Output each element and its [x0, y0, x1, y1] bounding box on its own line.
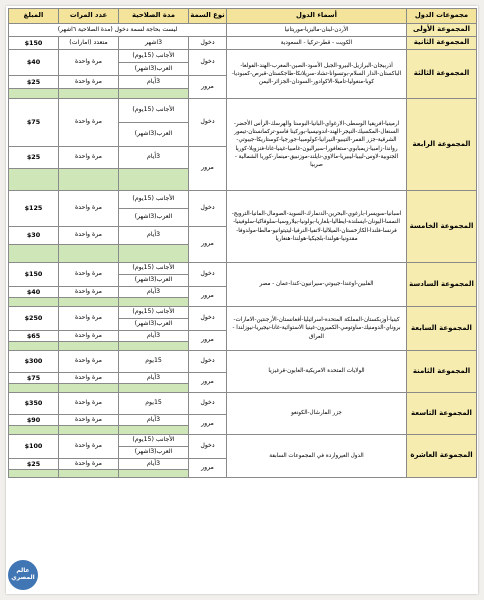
visa-type: مرور — [189, 287, 227, 307]
entries: مرة واحدة — [59, 459, 119, 470]
price: $300 — [9, 351, 59, 373]
validity — [119, 384, 189, 393]
price — [9, 342, 59, 351]
group-name: المجموعة العاشرة — [407, 435, 477, 478]
price: $75 — [9, 373, 59, 384]
entries — [59, 245, 119, 263]
price — [9, 298, 59, 307]
visa-type: مرور — [189, 373, 227, 393]
visa-type: مرور — [189, 147, 227, 191]
validity: 15يوم — [119, 351, 189, 373]
entries: مرة واحدة — [59, 263, 119, 287]
visa-type: دخول — [189, 351, 227, 373]
price: $100 — [9, 435, 59, 459]
validity: الأجانب (15يوم) — [119, 99, 189, 123]
validity: 3أيام — [119, 147, 189, 169]
group-countries: الولايات المتحدة الامريكية-الغابون-قرغيزيا — [227, 351, 407, 393]
visa-type: دخول — [189, 435, 227, 459]
validity — [119, 298, 189, 307]
visa-type: دخول — [189, 99, 227, 147]
entries — [59, 169, 119, 191]
price: $75 — [9, 99, 59, 147]
entries: مرة واحدة — [59, 287, 119, 298]
entries: مرة واحدة — [59, 99, 119, 147]
validity — [119, 169, 189, 191]
entries: مرة واحدة — [59, 76, 119, 89]
validity: العرب(3اشهر) — [119, 123, 189, 147]
price: $40 — [9, 287, 59, 298]
entries: مرة واحدة — [59, 435, 119, 459]
group-countries: جزر المارشال-الكونغو — [227, 393, 407, 435]
price: $150 — [9, 37, 59, 50]
group-countries: أذربيجان-البرازيل-البيرو-الجبل الأسود-الصين-المغرب-الهند-الفولغا-الباكستان-الدار السلام-بوتسوانا-تشاد-سريلانكا-طاجكستان-قبرص-كمبوديا-كوبا-منغوليا-تاميلا-الاكوادور-السودان-الجزائر-اليمن — [227, 50, 407, 99]
entries: مرة واحدة — [59, 331, 119, 342]
validity: العرب(3اشهر) — [119, 447, 189, 459]
price: $90 — [9, 415, 59, 426]
validity: الأجانب (15يوم) — [119, 435, 189, 447]
group-countries: الكويت - قطر-تركيا - السعودية — [227, 37, 407, 50]
group-name: المجموعة السابعة — [407, 307, 477, 351]
price: $65 — [9, 331, 59, 342]
entries — [59, 298, 119, 307]
entries — [59, 384, 119, 393]
visa-type: مرور — [189, 459, 227, 478]
validity: 3أيام — [119, 459, 189, 470]
table-row — [9, 50, 477, 63]
group-name: المجموعة الثالثة — [407, 50, 477, 99]
group-countries: اسبانيا-سويسرا-بارغوي-البحرين-الدنمارك-السويد-الصومال-المانيا-الترويج-النمسا-اليونان-ايسلندة-ايطاليا-بلغاريا-بولونيا-بيلاروسيا-سلوفاكيا-سلوفينيا-فرنسا-فلندا-الكازخستان-الميلاليا-لاتفيا-النرفيا-ليتيتوانيو-مالطا-مولدوفا-مقدونيا-هولندا-بلجيكيا-هولندا-هنغاريا — [227, 191, 407, 263]
entries — [59, 470, 119, 478]
validity — [119, 342, 189, 351]
validity: العرب(3اشهر) — [119, 63, 189, 76]
price: $125 — [9, 191, 59, 227]
visa-fee-table-sheet — [6, 6, 478, 594]
validity: 3أيام — [119, 331, 189, 342]
table-row — [9, 37, 477, 50]
entries: مرة واحدة — [59, 351, 119, 373]
entries — [59, 342, 119, 351]
validity: 3أيام — [119, 227, 189, 245]
price — [9, 384, 59, 393]
entries — [59, 89, 119, 99]
group-countries: الفلبين-اوغندا-جيبوتي-سيرانيون-كندا-عمان - مصر — [227, 263, 407, 307]
entries: مرة واحدة — [59, 373, 119, 384]
header-visa-type: نوع السمة — [189, 9, 227, 24]
validity: 3أيام — [119, 373, 189, 384]
visa-type: دخول — [189, 50, 227, 76]
header-amount: المبلغ — [9, 9, 59, 24]
price: $150 — [9, 263, 59, 287]
group-name: المجموعة الخامسة — [407, 191, 477, 263]
price: $25 — [9, 459, 59, 470]
header-entries: عدد المرات — [59, 9, 119, 24]
entries: متعدد (امارات) — [59, 37, 119, 50]
group-name: المجموعة التاسعة — [407, 393, 477, 435]
visa-type: دخول — [189, 307, 227, 331]
visa-type: مرور — [189, 227, 227, 263]
validity: الأجانب (15يوم) — [119, 307, 189, 319]
price — [9, 470, 59, 478]
group-name: المجموعة السادسة — [407, 263, 477, 307]
visa-type: مرور — [189, 331, 227, 351]
header-groups: مجموعات الدول — [407, 9, 477, 24]
validity: الأجانب (15يوم) — [119, 263, 189, 275]
validity — [119, 470, 189, 478]
visa-type: دخول — [189, 263, 227, 287]
visa-type: مرور — [189, 415, 227, 435]
group-countries: كينيا-أوزبكستان-المملكة المتحدة-اسرائيليا-أفغانستان-الأرجنتين-الامارات-بروناي-الدومنيك-ساوتومي-الكميرون-غينيا الاستوائية-غانا-نيجيريا-نيوزلندا - العراق — [227, 307, 407, 351]
group-countries: ارمينيا-افريقيا الوسطى-الارغواي-البانيا-البوسنا والهرسك-الرأس الأخضر-السنغال-المكسيك-النيجر-الهند-اندونيسيا-بوركينا فاسو-تركمانستان-تيمور الشرقية-جزر القمر-التيبيو-النيرانيا-كولومبيا-جورجيا-كوستاريكا-جيبوتي-رواندا-زامبيا-زيمبابوي-ستغافورا-سيراليون-غامبيا-غينيا-غانا-فنزويلا-كوريا الجنوبية-لاوس-ليبيا-ليبيريا-مالاوي-نايلند-موزنبيق-مينمار-كوريا الشمالية - صربيا — [227, 99, 407, 191]
validity: 3أيام — [119, 415, 189, 426]
header-countries: أسماء الدول — [227, 9, 407, 24]
group-name: المجموعة الثامنة — [407, 351, 477, 393]
group-countries: الأردن-لبنان-ماليزيا-موريتانيا — [227, 24, 407, 37]
visa-type: دخول — [189, 191, 227, 227]
validity — [119, 426, 189, 435]
visa-type: مرور — [189, 76, 227, 99]
price — [9, 89, 59, 99]
entries: مرة واحدة — [59, 191, 119, 227]
visa-fee-table — [8, 8, 477, 478]
entries: مرة واحدة — [59, 147, 119, 169]
price: $40 — [9, 50, 59, 76]
entries: مرة واحدة — [59, 415, 119, 426]
group-countries: الدول الغيرواردة في المجموعات السابقة — [227, 435, 407, 478]
validity: العرب(3اشهر) — [119, 275, 189, 287]
price: $25 — [9, 76, 59, 89]
price — [9, 169, 59, 191]
validity: العرب(3اشهر) — [119, 209, 189, 227]
entries — [59, 426, 119, 435]
validity — [119, 89, 189, 99]
group-note: ليست بحاجة لسمة دخول (مدة الصلاحية ٦اشهر) — [9, 24, 227, 37]
table-row — [9, 99, 477, 123]
validity: العرب(3اشهر) — [119, 319, 189, 331]
price: $250 — [9, 307, 59, 331]
price — [9, 426, 59, 435]
entries: مرة واحدة — [59, 393, 119, 415]
price: $30 — [9, 227, 59, 245]
validity: الأجانب (15يوم) — [119, 191, 189, 209]
entries: مرة واحدة — [59, 50, 119, 76]
entries: مرة واحدة — [59, 307, 119, 331]
group-name: المجموعة الأولى — [407, 24, 477, 37]
price — [9, 245, 59, 263]
visa-type: دخول — [189, 393, 227, 415]
header-row — [9, 9, 477, 24]
table-row — [9, 263, 477, 275]
validity: الأجانب (15يوم) — [119, 50, 189, 63]
table-row — [9, 351, 477, 373]
table-row — [9, 435, 477, 447]
validity: 3أيام — [119, 287, 189, 298]
price: $25 — [9, 147, 59, 169]
table-row — [9, 393, 477, 415]
price: $350 — [9, 393, 59, 415]
watermark-logo: عالم المصري — [8, 560, 38, 590]
entries: مرة واحدة — [59, 227, 119, 245]
validity: 3اشهر — [119, 37, 189, 50]
validity — [119, 245, 189, 263]
validity: 15يوم — [119, 393, 189, 415]
table-row — [9, 307, 477, 319]
group-name: المجموعة الثانية — [407, 37, 477, 50]
header-validity: مدة الصلاحية — [119, 9, 189, 24]
validity: 3أيام — [119, 76, 189, 89]
group-name: المجموعة الرابعة — [407, 99, 477, 191]
table-row — [9, 191, 477, 209]
table-row — [9, 24, 477, 37]
visa-type: دخول — [189, 37, 227, 50]
